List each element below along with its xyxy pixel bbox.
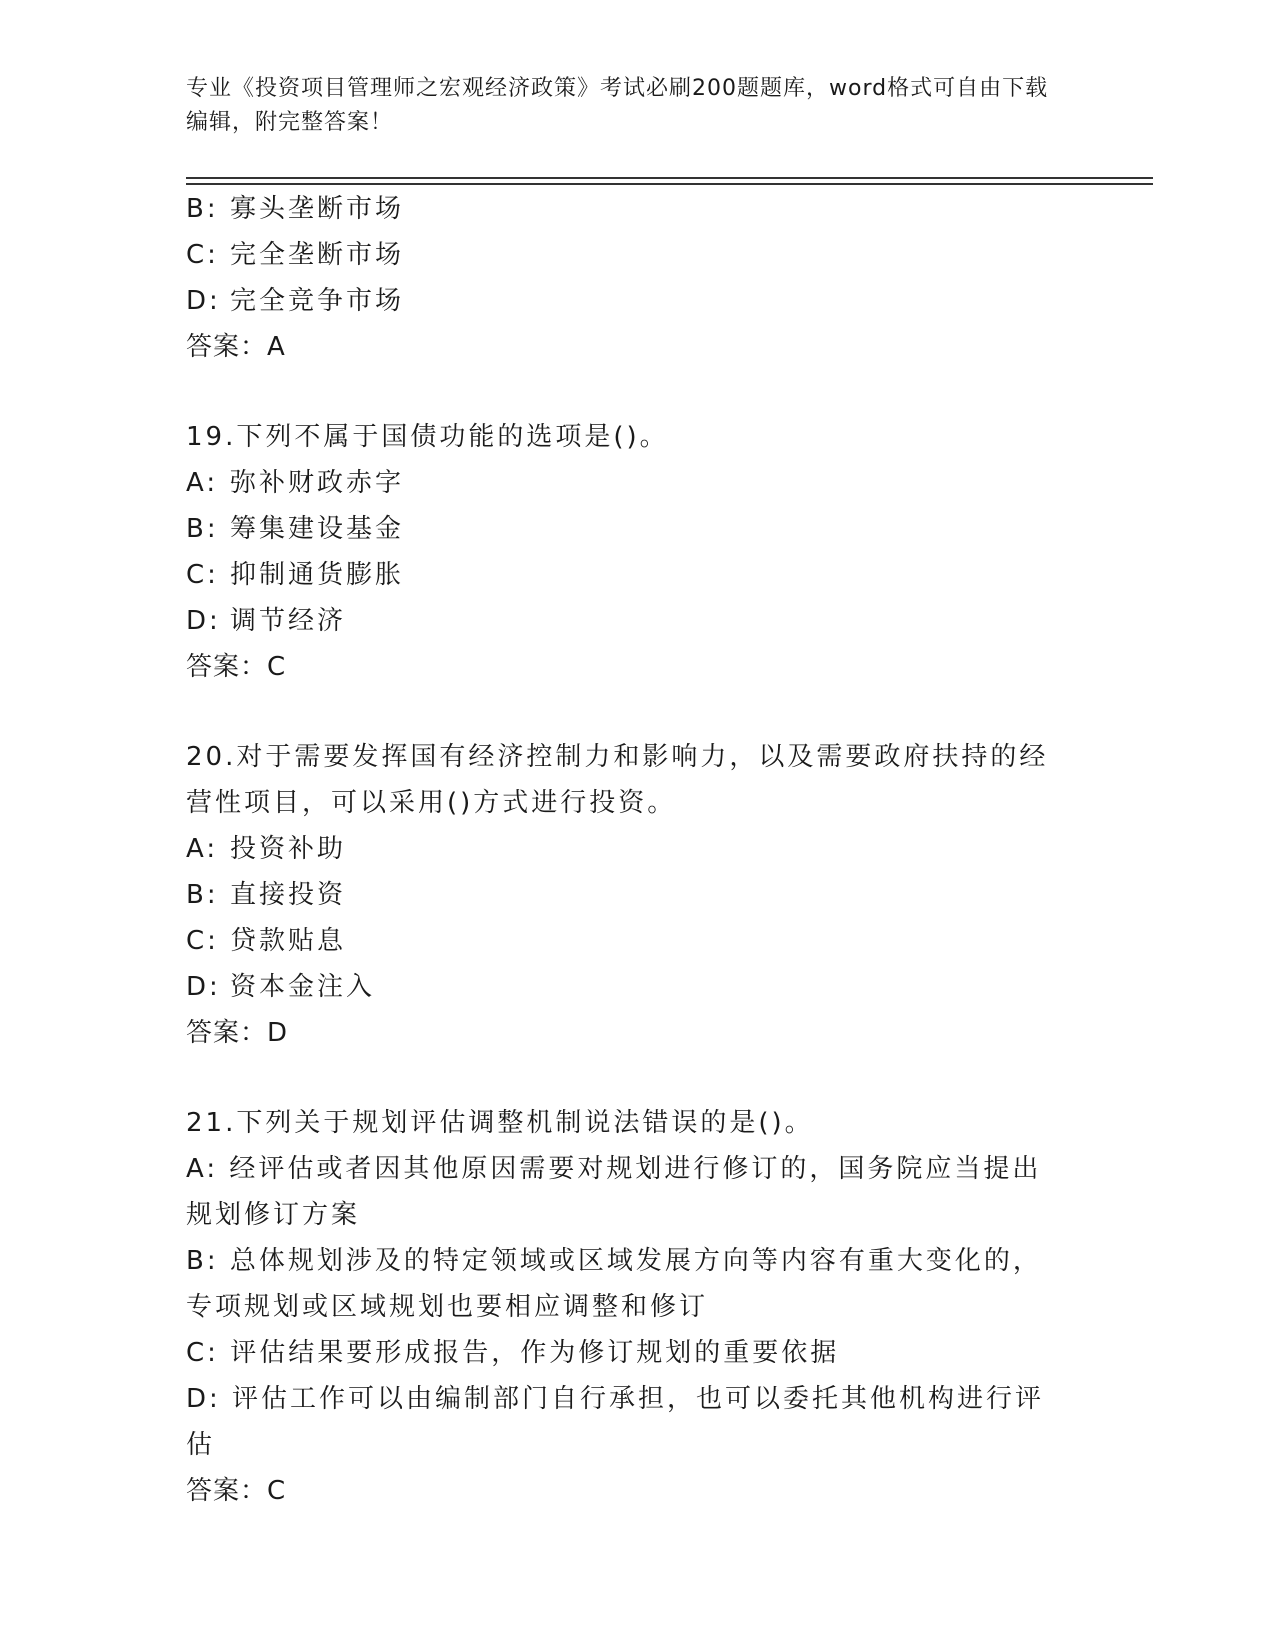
document-header: 专业《投资项目管理师之宏观经济政策》考试必刷200题题库，word格式可自由下载编辑，附完整答案！	[186, 76, 1049, 135]
question-20	[186, 734, 1066, 1056]
option-c: C: 贷款贴息	[186, 926, 347, 956]
header-rule-bottom	[186, 183, 1153, 185]
option-c: C: 抑制通货膨胀	[186, 560, 405, 590]
question-stem: 21.下列关于规划评估调整机制说法错误的是()。	[186, 1108, 814, 1138]
answer: 答案：A	[186, 332, 286, 362]
question-stem: 19.下列不属于国债功能的选项是()。	[186, 422, 669, 452]
option-d: D: 调节经济	[186, 606, 347, 636]
option-b: B: 寡头垄断市场	[186, 194, 405, 224]
option-b: B: 筹集建设基金	[186, 514, 405, 544]
question-19	[186, 414, 1066, 690]
option-c: C: 完全垄断市场	[186, 240, 405, 270]
option-a: A: 弥补财政赤字	[186, 468, 405, 498]
question-stem: 20.对于需要发挥国有经济控制力和影响力，以及需要政府扶持的经营性项目，可以采用()方式进行投资。	[186, 742, 1049, 818]
question-21	[186, 1100, 1066, 1514]
answer: 答案：D	[186, 1018, 289, 1048]
option-d: D: 完全竞争市场	[186, 286, 405, 316]
option-b: B: 总体规划涉及的特定领域或区域发展方向等内容有重大变化的，专项规划或区域规划也要相应调整和修订	[186, 1246, 1042, 1322]
prev-question	[186, 186, 1066, 370]
option-d: D: 评估工作可以由编制部门自行承担，也可以委托其他机构进行评估	[186, 1384, 1045, 1460]
option-a: A: 经评估或者因其他原因需要对规划进行修订的，国务院应当提出规划修订方案	[186, 1154, 1042, 1230]
question-content	[186, 186, 1066, 1514]
answer: 答案：C	[186, 652, 287, 682]
option-b: B: 直接投资	[186, 880, 347, 910]
header-rule-top	[186, 177, 1153, 179]
option-a: A: 投资补助	[186, 834, 347, 864]
option-c: C: 评估结果要形成报告，作为修订规划的重要依据	[186, 1338, 840, 1368]
answer: 答案：C	[186, 1476, 287, 1506]
option-d: D: 资本金注入	[186, 972, 376, 1002]
